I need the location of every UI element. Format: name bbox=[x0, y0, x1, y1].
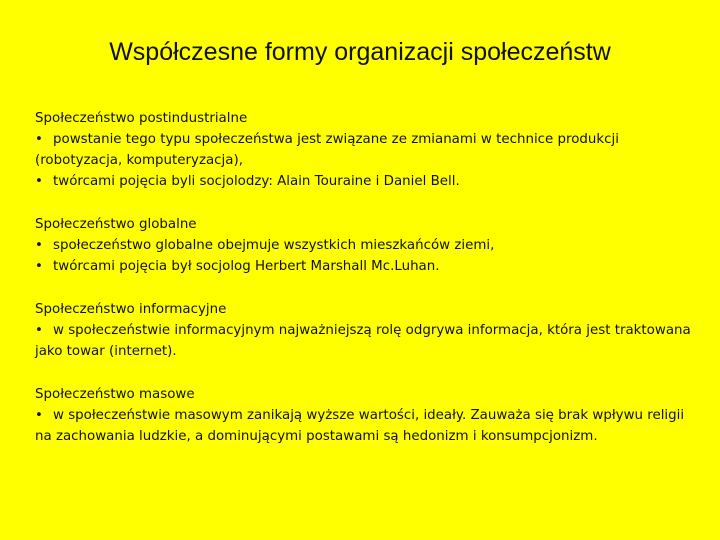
section-postindustrial bbox=[35, 108, 705, 192]
section-heading: Społeczeństwo masowe bbox=[35, 387, 195, 402]
bullet-item bbox=[35, 129, 705, 171]
bullet-marker: • bbox=[35, 132, 43, 147]
bullet-item bbox=[35, 256, 705, 277]
slide-title: Współczesne formy organizacji społeczeństw bbox=[109, 38, 611, 66]
section-information bbox=[35, 299, 705, 362]
section-global bbox=[35, 214, 705, 277]
bullet-text: twórcami pojęcia byli socjolodzy: Alain Touraine i Daniel Bell. bbox=[53, 174, 460, 189]
bullet-marker: • bbox=[35, 323, 43, 338]
bullet-item bbox=[35, 171, 705, 192]
bullet-text: powstanie tego typu społeczeństwa jest związane ze zmianami w technice produkcji (robotyzacja, komputeryzacja), bbox=[35, 132, 619, 168]
bullet-text: w społeczeństwie masowym zanikają wyższe wartości, ideały. Zauważa się brak wpływu religii na zachowania ludzkie, a dominującymi postawami są hedonizm i konsumpcjonizm. bbox=[35, 408, 685, 444]
bullet-marker: • bbox=[35, 259, 43, 274]
section-heading: Społeczeństwo postindustrialne bbox=[35, 111, 248, 126]
bullet-item bbox=[35, 405, 705, 447]
bullet-text: w społeczeństwie informacyjnym najważniejszą rolę odgrywa informacja, która jest traktowana jako towar (internet). bbox=[35, 323, 691, 359]
slide-content bbox=[35, 108, 705, 469]
section-heading: Społeczeństwo informacyjne bbox=[35, 302, 227, 317]
section-mass bbox=[35, 384, 705, 447]
bullet-text: społeczeństwo globalne obejmuje wszystkich mieszkańców ziemi, bbox=[53, 238, 495, 253]
bullet-item bbox=[35, 235, 705, 256]
bullet-marker: • bbox=[35, 408, 43, 423]
bullet-item bbox=[35, 320, 705, 362]
bullet-marker: • bbox=[35, 238, 43, 253]
bullet-text: twórcami pojęcia był socjolog Herbert Marshall Mc.Luhan. bbox=[53, 259, 440, 274]
section-heading: Społeczeństwo globalne bbox=[35, 217, 197, 232]
bullet-marker: • bbox=[35, 174, 43, 189]
